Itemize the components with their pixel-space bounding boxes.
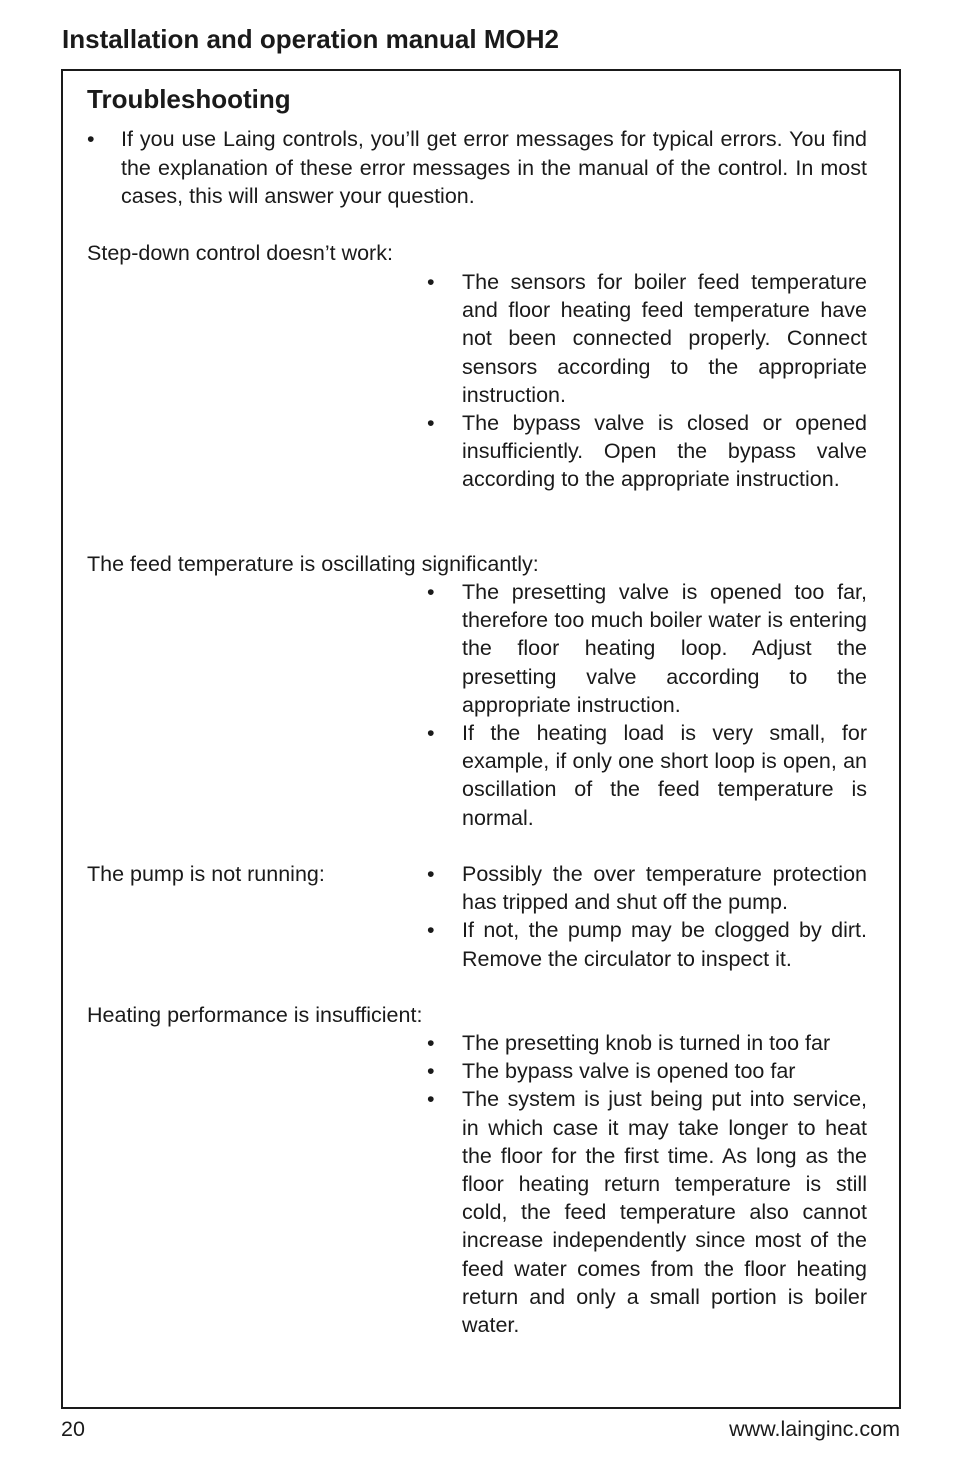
cause-text: The bypass valve is closed or opened insufficiently. Open the bypass valve according to the appropriate instruction.: [462, 411, 867, 492]
cause-text: If not, the pump may be clogged by dirt. Remove the circulator to inspect it.: [462, 918, 867, 971]
page-header-title: Installation and operation manual MOH2: [62, 24, 559, 54]
page-number: 20: [61, 1417, 85, 1441]
cause-item: [425, 578, 867, 719]
issue-label-heating-performance: Heating performance is insufficient:: [87, 1003, 423, 1027]
issue-label-step-down: Step-down control doesn’t work:: [87, 241, 393, 265]
cause-list-oscillating: [425, 578, 867, 832]
issue-label-pump: The pump is not running:: [87, 862, 325, 886]
bullet-marker: •: [427, 918, 435, 943]
cause-text: The presetting knob is turned in too far: [462, 1031, 831, 1055]
issue-label-oscillating: The feed temperature is oscillating significantly:: [87, 552, 539, 576]
bullet-marker: •: [427, 1087, 435, 1112]
bullet-marker: •: [427, 721, 435, 746]
bullet-marker: •: [427, 1031, 435, 1055]
intro-bullet: [87, 125, 867, 211]
cause-list-pump: [425, 860, 867, 973]
bullet-marker: •: [427, 862, 435, 886]
bullet-marker: •: [427, 580, 435, 604]
footer-website-link[interactable]: www.lainginc.com: [729, 1417, 900, 1441]
cause-item: [425, 1029, 867, 1057]
cause-list-step-down: [425, 268, 867, 494]
cause-list-heating-performance: [425, 1029, 867, 1339]
cause-item: [425, 719, 867, 832]
cause-text: The system is just being put into service, in which case it may take longer to heat the floor for the first time. As long as the floor heating return temperature is still cold, the feed temperature also cannot increase independently since most of the feed water comes from the floor heating return and only a small portion is boiler water.: [462, 1087, 867, 1338]
cause-item: [425, 1057, 867, 1085]
section-heading: Troubleshooting: [87, 84, 291, 114]
cause-text: The presetting valve is opened too far, therefore too much boiler water is entering the floor heating loop. Adjust the presetting valve according to the appropriate instruction.: [462, 580, 867, 717]
cause-text: If the heating load is very small, for example, if only one short loop is open, an oscillation of the feed temperature is normal.: [462, 721, 867, 830]
bullet-marker: •: [87, 127, 95, 151]
bullet-marker: •: [427, 411, 435, 436]
cause-text: Possibly the over temperature protection has tripped and shut off the pump.: [462, 862, 867, 915]
cause-item: [425, 860, 867, 916]
bullet-marker: •: [427, 1059, 435, 1084]
cause-item: [425, 268, 867, 409]
cause-item: [425, 916, 867, 972]
cause-item: [425, 409, 867, 494]
intro-text: If you use Laing controls, you’ll get error messages for typical errors. You find the explanation of these error messages in the manual of the control. In most cases, this will answer your question.: [121, 127, 867, 208]
cause-text: The bypass valve is opened too far: [462, 1059, 796, 1084]
cause-text: The sensors for boiler feed temperature and floor heating feed temperature have not been connected properly. Connect sensors according to the appropriate instruction.: [462, 270, 867, 407]
cause-item: [425, 1085, 867, 1339]
bullet-marker: •: [427, 270, 435, 294]
